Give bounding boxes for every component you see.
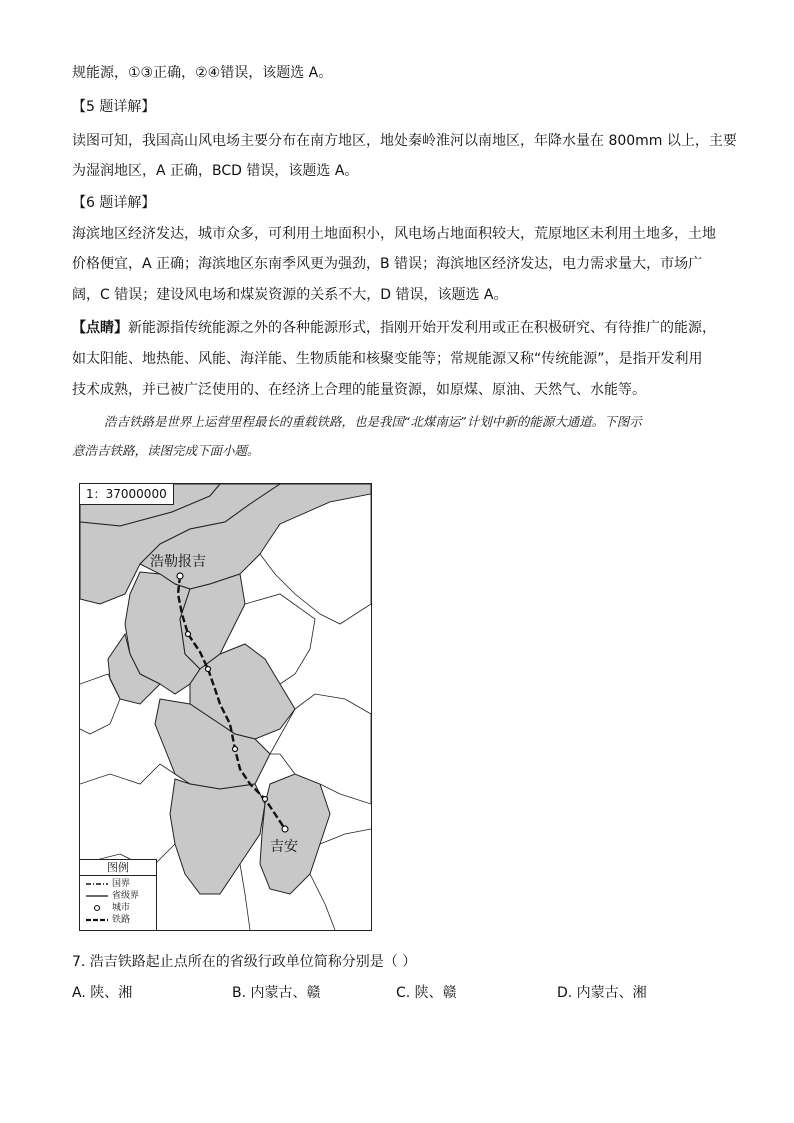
legend-label: 城市 bbox=[112, 903, 131, 913]
q5-explanation-line: 为湿润地区，A 正确，BCD 错误，该题选 A。 bbox=[72, 163, 359, 179]
answer-text-line: 规能源，①③正确，②④错误，该题选 A。 bbox=[72, 65, 333, 81]
legend-label: 铁路 bbox=[112, 915, 131, 925]
q5-explanation-line: 读图可知，我国高山风电场主要分布在南方地区，地处秦岭淮河以南地区，年降水量在 800mm 以上，主要 bbox=[72, 133, 737, 149]
material-intro-line: 浩吉铁路是世界上运营里程最长的重载铁路，也是我国“北煤南运”计划中新的能源大通道。下图示 bbox=[104, 414, 642, 429]
option-b[interactable]: B. 内蒙古、赣 bbox=[232, 985, 321, 1001]
province-border-icon bbox=[86, 892, 108, 900]
province-border bbox=[310, 874, 335, 930]
national-border-icon bbox=[86, 880, 108, 888]
legend-title: 图例 bbox=[80, 860, 156, 876]
railway-map bbox=[79, 483, 372, 931]
material-intro-line: 意浩吉铁路，读图完成下面小题。 bbox=[72, 443, 260, 458]
tip-text: 新能源指传统能源之外的各种能源形式，指刚开始开发利用或正在积极研究、有待推广的能源， bbox=[128, 320, 716, 336]
tip-paragraph-line bbox=[72, 318, 732, 338]
section-heading-q5: 【5 题详解】 bbox=[72, 99, 156, 115]
city-marker bbox=[206, 667, 211, 672]
question-stem: 7. 浩吉铁路起止点所在的省级行政单位简称分别是（ ） bbox=[72, 954, 417, 970]
province-hunan bbox=[170, 779, 265, 894]
tip-paragraph-line: 如太阳能、地热能、风能、海洋能、生物质能和核聚变能等；常规能源又称“传统能源”，是指开发利用 bbox=[72, 351, 703, 367]
city-marker bbox=[177, 573, 183, 579]
city-marker bbox=[186, 632, 191, 637]
province-border bbox=[320, 829, 371, 844]
q6-explanation-line: 价格便宜，A 正确；海滨地区东南季风更为强劲，B 错误；海滨地区经济发达，电力需求量大，市场广 bbox=[72, 256, 703, 272]
option-c[interactable]: C. 陕、赣 bbox=[396, 985, 457, 1001]
tip-paragraph-line: 技术成熟，并已被广泛使用的、在经济上合理的能量资源，如原煤、原油、天然气、水能等。 bbox=[72, 382, 646, 398]
city-icon bbox=[86, 904, 108, 912]
city-marker bbox=[263, 797, 268, 802]
map-scale: 1：37000000 bbox=[80, 484, 174, 505]
legend-label: 省级界 bbox=[112, 891, 140, 901]
province-border bbox=[80, 764, 175, 784]
section-heading-q6: 【6 题详解】 bbox=[72, 195, 156, 211]
q6-explanation-line: 海滨地区经济发达，城市众多，可利用土地面积小，风电场占地面积较大，荒原地区未利用土地多，土地 bbox=[72, 226, 716, 242]
label-jian: 吉安 bbox=[270, 839, 298, 855]
legend-label: 国界 bbox=[112, 879, 131, 889]
option-d[interactable]: D. 内蒙古、湘 bbox=[557, 985, 647, 1001]
province-jiangxi bbox=[260, 774, 330, 894]
city-marker bbox=[282, 826, 288, 832]
label-haolebaoji: 浩勒报吉 bbox=[150, 554, 206, 570]
railway-icon bbox=[86, 916, 108, 924]
province-border bbox=[240, 864, 250, 930]
option-a[interactable]: A. 陕、湘 bbox=[72, 985, 133, 1001]
q6-explanation-line: 阔，C 错误；建设风电场和煤炭资源的关系不大，D 错误，该题选 A。 bbox=[72, 287, 508, 303]
tip-tag: 【点睛】 bbox=[72, 320, 128, 336]
map-legend bbox=[80, 859, 157, 930]
city-marker bbox=[233, 747, 238, 752]
